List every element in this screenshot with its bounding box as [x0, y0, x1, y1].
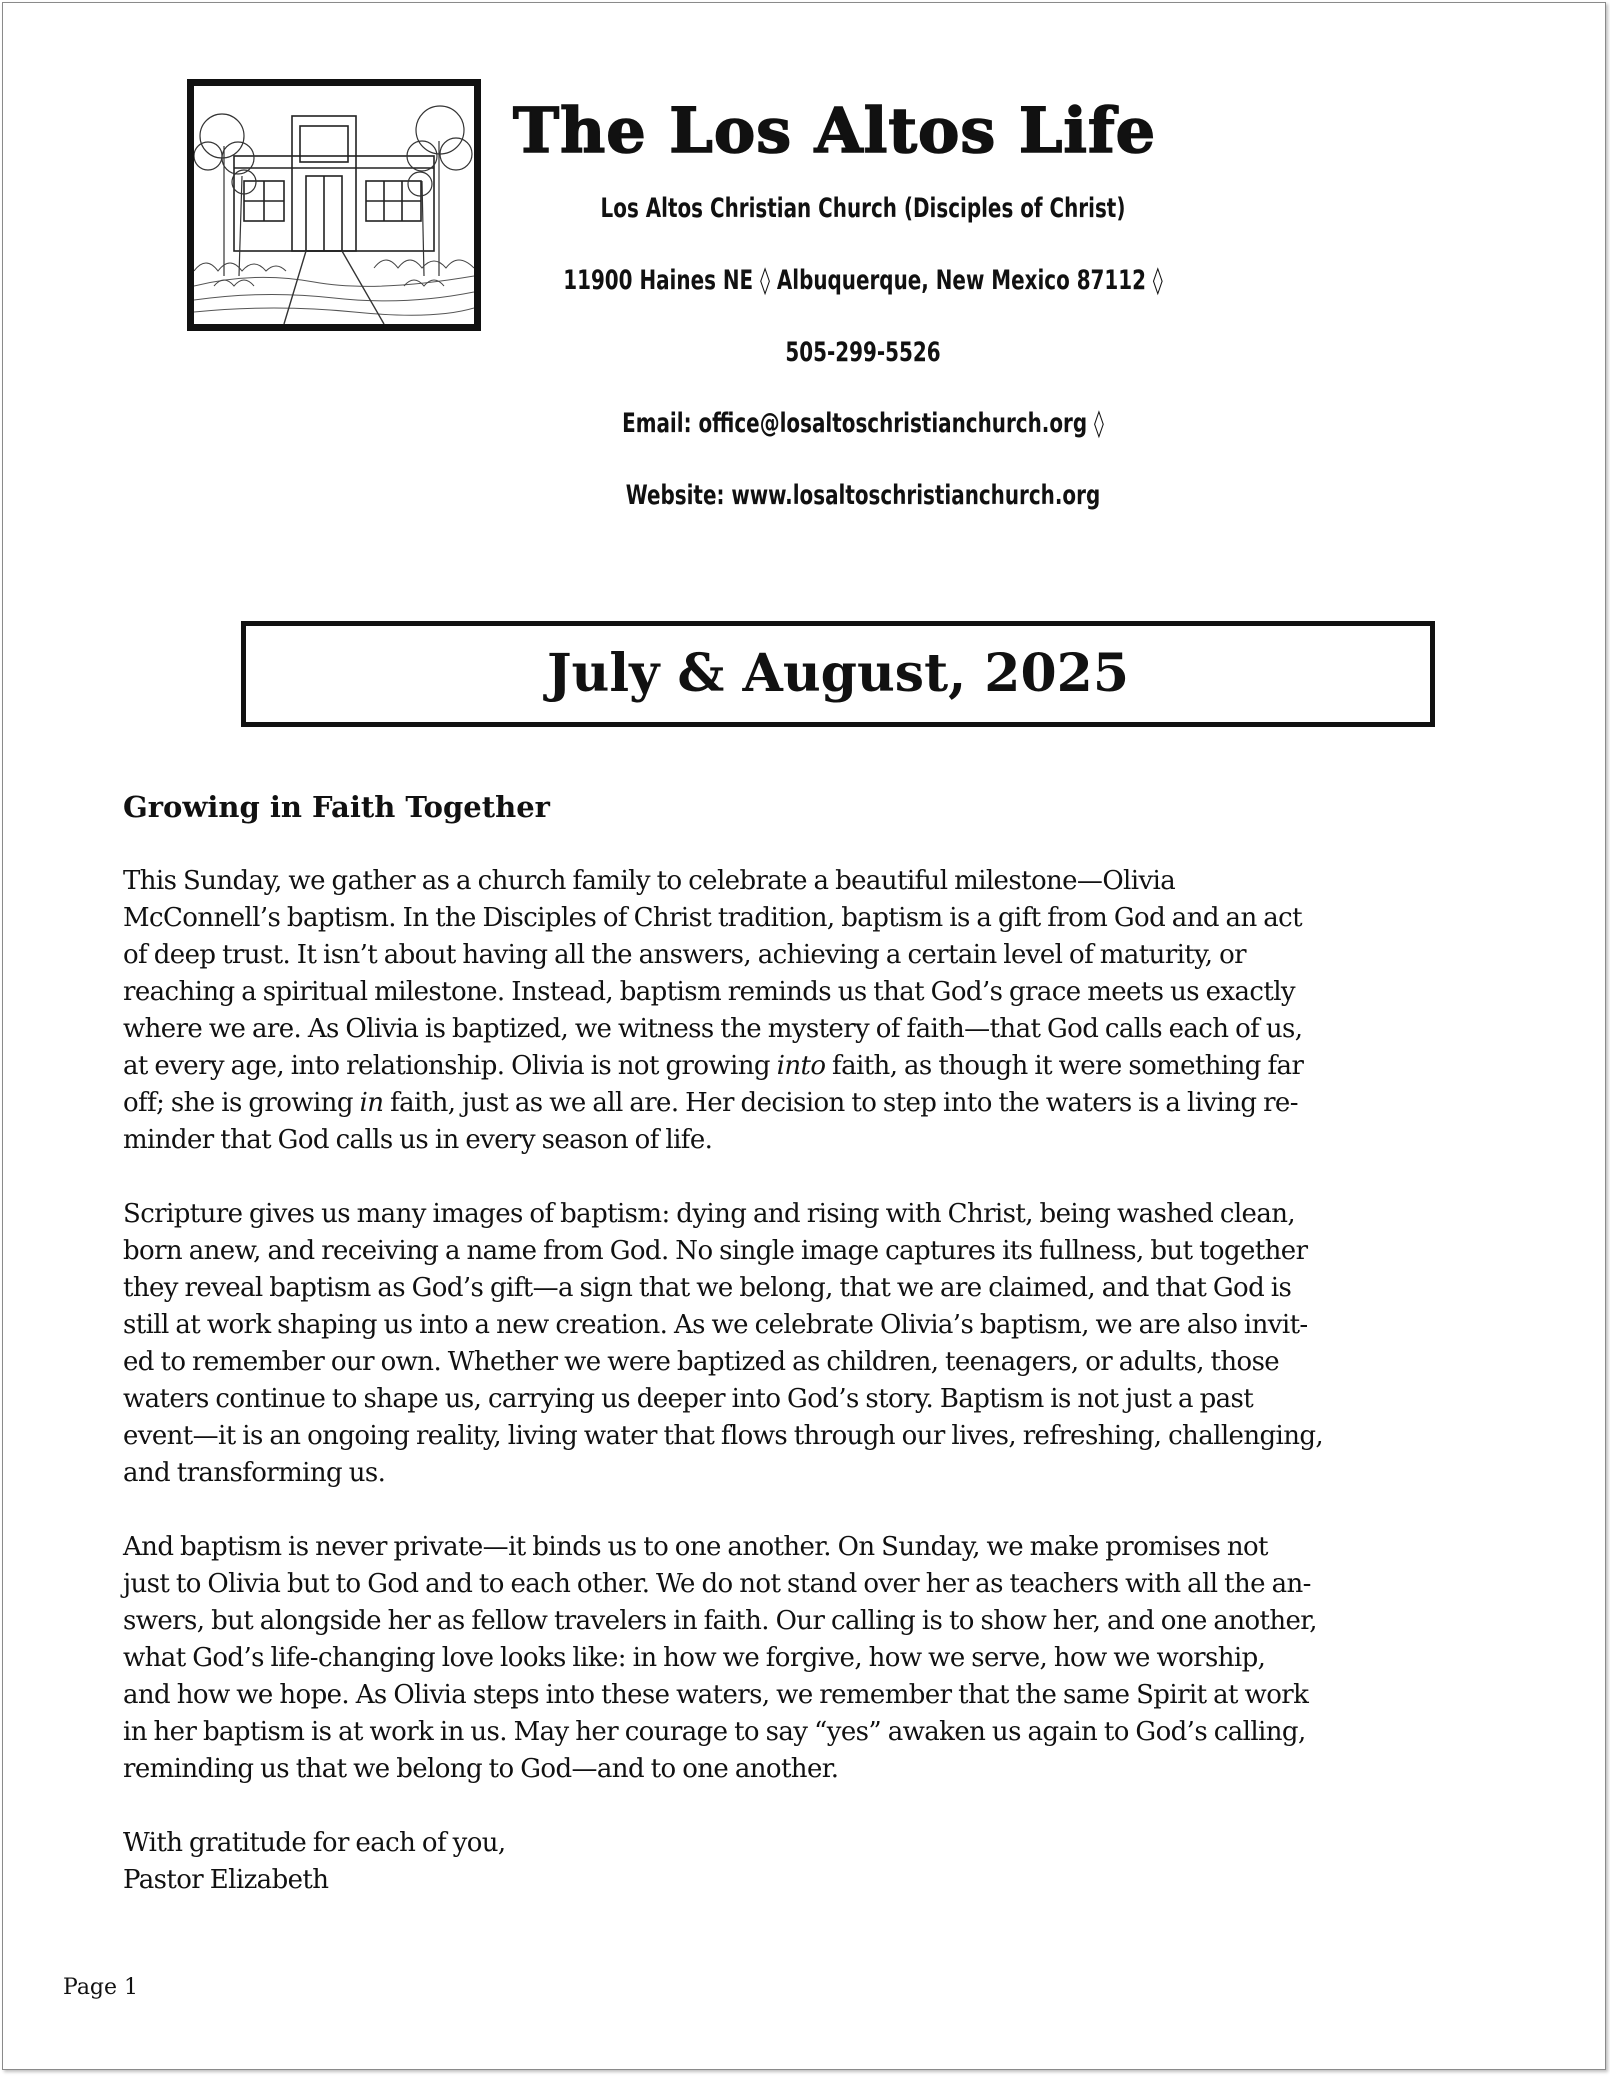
paragraph-line: [123, 1085, 1513, 1122]
paragraph-line: McConnell’s baptism. In the Disciples of Christ tradition, baptism is a gift from God and an act: [123, 903, 1302, 933]
line-text: at every age, into relationship. Olivia is not growing: [123, 1051, 777, 1081]
church-sketch-icon: [194, 86, 474, 324]
church-name: Los Altos Christian Church (Disciples of Christ): [600, 193, 1126, 224]
line-text: off; she is growing: [123, 1088, 360, 1118]
paragraph-line: and how we hope. As Olivia steps into these waters, we remember that the same Spirit at work: [123, 1680, 1309, 1710]
paragraph-line: And baptism is never private—it binds us to one another. On Sunday, we make promises not: [123, 1532, 1268, 1562]
paragraph-line: reminding us that we belong to God—and to one another.: [123, 1754, 839, 1784]
closing-signature: Pastor Elizabeth: [123, 1865, 329, 1895]
church-email: Email: office@losaltoschristianchurch.org ◊: [622, 408, 1104, 439]
page-number: Page 1: [63, 1975, 139, 2000]
paragraph-1: [123, 863, 1513, 1159]
emphasis-into: into: [776, 1051, 826, 1081]
emphasis-in: in: [359, 1088, 384, 1118]
paragraph-line: waters continue to shape us, carrying us deeper into God’s story. Baptism is not just a past: [123, 1384, 1254, 1414]
church-website: Website: www.losaltoschristianchurch.org: [625, 480, 1101, 511]
pastor-letter: [123, 785, 1513, 1899]
paragraph-line: event—it is an ongoing reality, living water that flows through our lives, refreshing, challenging,: [123, 1421, 1324, 1451]
paragraph-line: Scripture gives us many images of baptism: dying and rising with Christ, being washed clean,: [123, 1199, 1296, 1229]
paragraph-3: [123, 1529, 1513, 1788]
paragraph-line: where we are. As Olivia is baptized, we witness the mystery of faith—that God calls each of us,: [123, 1014, 1303, 1044]
closing-salutation: With gratitude for each of you,: [123, 1828, 506, 1858]
paragraph-line: still at work shaping us into a new creation. As we celebrate Olivia’s baptism, we are also invit-: [123, 1310, 1308, 1340]
paragraph-2: [123, 1196, 1513, 1492]
paragraph-line: minder that God calls us in every season of life.: [123, 1125, 713, 1155]
church-building-illustration: [187, 79, 481, 331]
paragraph-line: and transforming us.: [123, 1458, 386, 1488]
church-phone: 505-299-5526: [785, 337, 941, 368]
line-text: faith, just as we all are. Her decision to step into the waters is a living re-: [383, 1088, 1298, 1118]
issue-date: July & August, 2025: [546, 643, 1130, 704]
paragraph-line: [123, 1048, 1513, 1085]
paragraph-line: born anew, and receiving a name from God. No single image captures its fullness, but together: [123, 1236, 1308, 1266]
church-address: 11900 Haines NE ◊ Albuquerque, New Mexico 87112 ◊: [563, 265, 1163, 296]
newsletter-page: [2, 2, 1606, 2070]
paragraph-line: in her baptism is at work in us. May her courage to say “yes” awaken us again to God’s calling,: [123, 1717, 1306, 1747]
paragraph-line: they reveal baptism as God’s gift—a sign that we belong, that we are claimed, and that God is: [123, 1273, 1292, 1303]
paragraph-line: This Sunday, we gather as a church family to celebrate a beautiful milestone—Olivia: [123, 866, 1176, 896]
line-text: faith, as though it were something far: [825, 1051, 1304, 1081]
paragraph-line: ed to remember our own. Whether we were baptized as children, teenagers, or adults, those: [123, 1347, 1280, 1377]
issue-date-box: [241, 621, 1435, 727]
paragraph-line: swers, but alongside her as fellow travelers in faith. Our calling is to show her, and one another,: [123, 1606, 1317, 1636]
paragraph-line: reaching a spiritual milestone. Instead, baptism reminds us that God’s grace meets us exactly: [123, 977, 1296, 1007]
closing: [123, 1825, 1513, 1899]
paragraph-line: what God’s life-changing love looks like: in how we forgive, how we serve, how we worship,: [123, 1643, 1266, 1673]
article-heading: Growing in Faith Together: [123, 790, 550, 824]
paragraph-line: of deep trust. It isn’t about having all the answers, achieving a certain level of maturity, or: [123, 940, 1246, 970]
newsletter-title: The Los Altos Life: [513, 94, 1157, 167]
paragraph-line: just to Olivia but to God and to each other. We do not stand over her as teachers with all the an-: [123, 1569, 1311, 1599]
